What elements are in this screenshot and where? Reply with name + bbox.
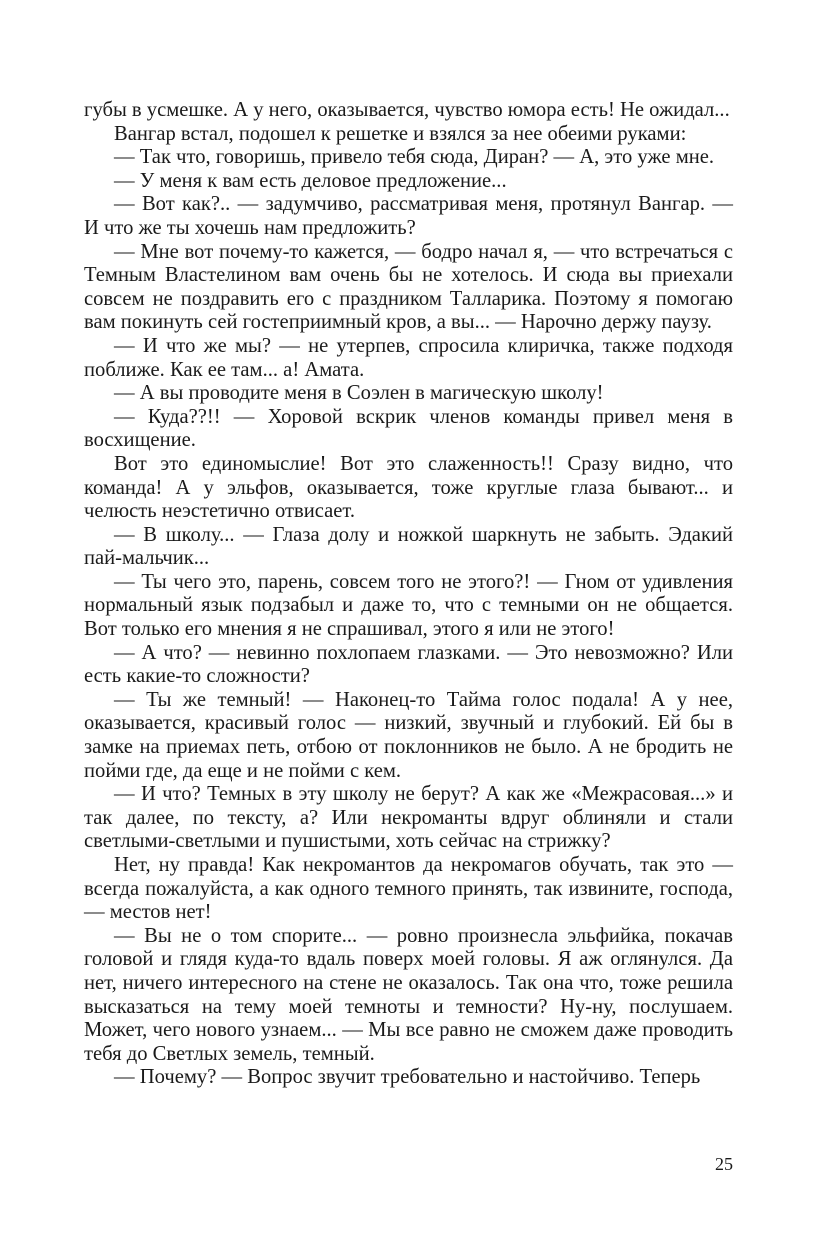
paragraph: — Ты чего это, парень, совсем того не этого?! — Гном от удивления нормальный язык подзабыл и даже то, что с темными он не общается. Вот только его мнения я не спрашивал, этого я или не этого! (84, 570, 733, 641)
paragraph: — Мне вот почему-то кажется, — бодро начал я, — что встречаться с Темным Властелином вам очень бы не хотелось. И сюда вы приехали совсем не поздравить его с праздником Талларика. Поэтому я помогаю вам покинуть сей гостеприимный кров, а вы... — Нарочно держу паузу. (84, 240, 733, 334)
paragraph: — Куда??!! — Хоровой вскрик членов команды привел меня в восхищение. (84, 405, 733, 452)
paragraph: — Почему? — Вопрос звучит требовательно и настойчиво. Теперь (114, 1066, 701, 1089)
paragraph: губы в усмешке. А у него, оказывается, чувство юмора есть! Не ожидал... (84, 99, 730, 121)
paragraph: — А вы проводите меня в Соэлен в магическую школу! (114, 382, 604, 405)
paragraph: — Вот как?.. — задумчиво, рассматривая меня, протянул Вангар. — И что же ты хочешь нам предложить? (84, 193, 733, 239)
paragraph: Нет, ну правда! Как некромантов да некромагов обучать, так это — всегда пожалуйста, а как одного темного принять, так извините, господа, — местов нет! (84, 854, 733, 924)
paragraph: — И что? Темных в эту школу не берут? А как же «Межрасовая...» и так далее, по тексту, а? Или некроманты вдруг облиняли и стали светлыми-светлыми и пушистыми, хоть сейчас на стрижку? (84, 783, 733, 853)
page-number: 25 (715, 1154, 733, 1174)
page-text (84, 99, 733, 1090)
paragraph: — И что же мы? — не утерпев, спросила клиричка, также подходя поближе. Как ее там... а! Амата. (84, 334, 733, 381)
paragraph: — А что? — невинно похлопаем глазками. — Это невозможно? Или есть какие-то сложности? (84, 641, 733, 688)
paragraph: — У меня к вам есть деловое предложение... (114, 169, 507, 192)
paragraph: Вот это единомыслие! Вот это слаженность!! Сразу видно, что команда! А у эльфов, оказывается, тоже круглые глаза бывают... и челюсть неэстетично отвисает. (84, 452, 733, 523)
paragraph: — В школу... — Глаза долу и ножкой шаркнуть не забыть. Эдакий пай-мальчик... (84, 523, 733, 570)
book-page (84, 99, 733, 1199)
paragraph: — Так что, говоришь, привело тебя сюда, Диран? — А, это уже мне. (114, 146, 715, 169)
paragraph: — Вы не о том спорите... — ровно произнесла эльфийка, покачав головой и глядя куда-то вдаль поверх моей головы. Я аж оглянулся. Да нет, ничего интересного на стене не оказалось. Так она что, тоже решила высказаться на тему моей темноты и темности? Ну-ну, послушаем. Может, чего нового узнаем... — Мы все равно не сможем даже проводить тебя до Светлых земель, темный. (84, 924, 733, 1065)
paragraph: — Ты же темный! — Наконец-то Тайма голос подала! А у нее, оказывается, красивый голос — низкий, звучный и глубокий. Ей бы в замке на приемах петь, отбою от поклонников не было. А не бродить не пойми где, да еще и не пойми с кем. (84, 688, 733, 782)
paragraph: Вангар встал, подошел к решетке и взялся за нее обеими руками: (114, 122, 687, 145)
